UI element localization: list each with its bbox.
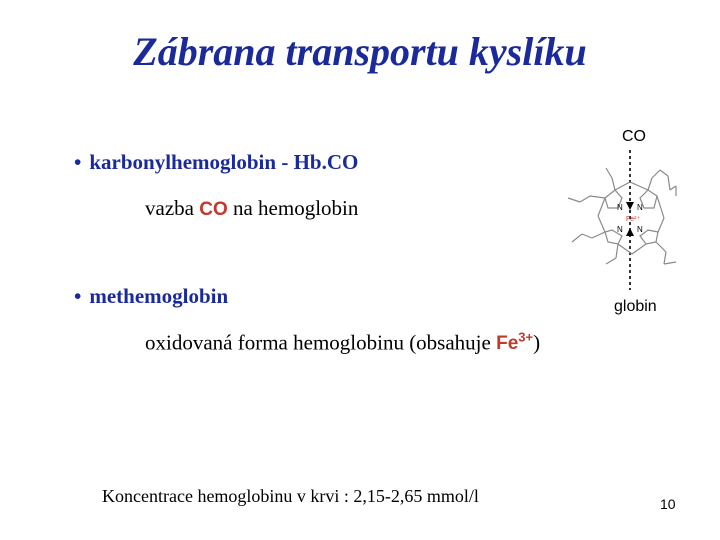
highlight-fe <box>496 330 534 355</box>
bullet-detail-fe <box>145 330 540 355</box>
bullet-heading: karbonylhemoglobin - Hb.CO <box>89 150 359 174</box>
highlight-co: CO <box>199 199 228 220</box>
detail-text: vazba <box>145 196 200 220</box>
bullet-heading: methemoglobin <box>89 284 229 308</box>
arrow-up-icon <box>626 228 634 236</box>
nitrogen-label: N <box>617 203 623 212</box>
heme-molecule-figure <box>560 150 680 290</box>
detail-text: na hemoglobin <box>227 196 359 220</box>
fe-charge: 3+ <box>518 330 534 345</box>
fe-symbol: Fe <box>496 333 519 355</box>
co-label: CO <box>622 128 646 145</box>
detail-text: ) <box>533 330 541 355</box>
globin-label: globin <box>614 298 657 315</box>
slide-number: 10 <box>660 496 676 512</box>
nitrogen-label: N <box>637 203 643 212</box>
porphyrin-ring <box>568 168 676 264</box>
iron-label: Fe²⁺ <box>626 216 641 223</box>
bullet-methemoglobin <box>74 284 228 309</box>
slide-title: Zábrana transportu kyslíku <box>133 29 587 74</box>
nitrogen-label: N <box>637 225 643 234</box>
footer-note: Koncentrace hemoglobinu v krvi : 2,15-2,65 mmol/l <box>102 486 479 506</box>
nitrogen-label: N <box>617 225 623 234</box>
arrow-down-icon <box>626 202 634 210</box>
bullet-detail-co <box>145 196 358 221</box>
bullet-karbonylhemoglobin <box>74 150 358 175</box>
detail-text: oxidovaná forma hemoglobinu (obsahuje <box>145 330 497 355</box>
bullet-symbol: • <box>74 284 82 308</box>
bullet-symbol: • <box>74 150 82 174</box>
